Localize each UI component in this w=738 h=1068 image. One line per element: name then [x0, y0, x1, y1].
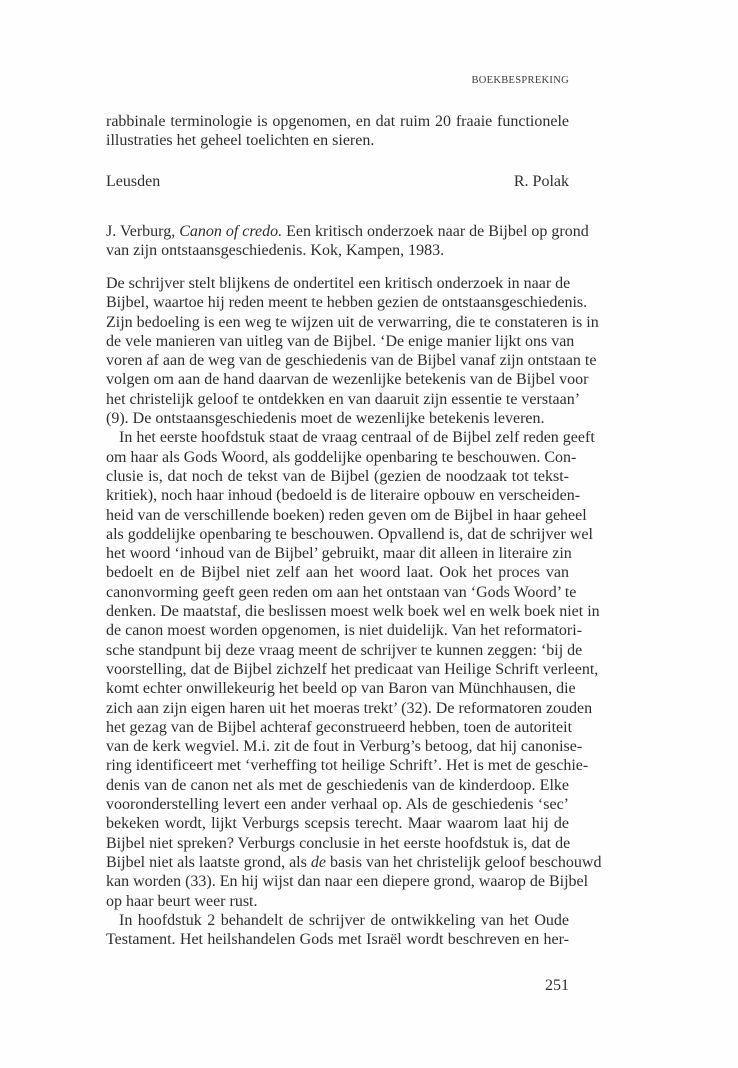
text-line: De schrijver stelt blijkens de ondertitel een kritisch onderzoek in naar de [106, 275, 571, 292]
text-line: het woord ‘inhoud van de Bijbel’ gebruikt, maar dit alleen in literaire zin [106, 545, 572, 563]
text-line: In hoofdstuk 2 behandelt de schrijver de ontwikkeling van het Oude [119, 911, 569, 929]
text-line: canonvorming geeft geen reden om aan het ontstaan van ‘Gods Woord’ te [106, 583, 577, 601]
text-line: volgen om aan de hand daarvan de wezenlijke betekenis van de Bijbel voor [106, 371, 589, 389]
text-line: heid van de verschillende boeken) reden geven om de Bijbel in haar geheel [106, 506, 587, 524]
text-line: als goddelijke openbaring te beschouwen. Opvallend is, dat de schrijver wel [106, 525, 593, 543]
text-line: van de kerk wegviel. M.i. zit de fout in Verburg’s betoog, dat hij canonise- [106, 738, 583, 756]
review-signature [106, 172, 569, 191]
text-segment: Een kritisch onderzoek naar de Bijbel op grond [282, 223, 589, 240]
running-head: BOEKBESPREKING [471, 75, 569, 86]
signature-reviewer: R. Polak [513, 173, 569, 190]
page-number: 251 [545, 977, 569, 994]
text-line: het gezag van de Bijbel achteraf geconstrueerd hebben, toen de autoriteit [106, 718, 573, 736]
text-line: denis van de canon net als met de geschiedenis van de kinderdoop. Elke [106, 776, 569, 794]
text-line: ring identificeert met ‘verheffing tot heilige Schrift’. Het is met de geschie- [106, 757, 589, 775]
text-line: Bijbel, waartoe hij reden meent te hebben gezien de ontstaansgeschiedenis. [106, 294, 588, 312]
text-line: In het eerste hoofdstuk staat de vraag centraal of de Bijbel zelf reden geeft [119, 429, 595, 447]
text-line: de vele manieren van uitleg van de Bijbel. ‘De enige manier lijkt ons van [106, 332, 575, 350]
text-segment: Bijbel niet als laatste grond, als [106, 853, 311, 871]
text-line: Zijn bedoeling is een weg te wijzen uit de verwarring, die te constateren is in [106, 313, 599, 331]
text-line: van zijn ontstaansgeschiedenis. Kok, Kampen, 1983. [106, 242, 445, 260]
text-line: bekeken wordt, lijkt Verburgs scepsis terecht. Maar waarom laat hij de [106, 815, 569, 833]
text-line: kan worden (33). En hij wijst dan naar een diepere grond, waarop de Bijbel [106, 873, 589, 891]
text-line [106, 222, 589, 241]
text-line: (9). De ontstaansgeschiedenis moet de wezenlijke betekenis leveren. [106, 410, 545, 428]
text-line: denken. De maatstaf, die beslissen moest welk boek wel en welk boek niet in [106, 603, 600, 621]
text-line: voren af aan de weg van de geschiedenis van de Bijbel vanaf zijn ontstaan te [106, 352, 597, 370]
italic-text: de [310, 853, 326, 871]
text-line: clusie is, dat noch de tekst van de Bijbel (gezien de noodzaak tot tekst- [106, 467, 569, 485]
text-segment: J. Verburg, [106, 223, 180, 240]
text-line: het christelijk geloof te ontdekken en van daaruit zijn essentie te verstaan’ [106, 390, 581, 408]
paragraph [106, 428, 602, 910]
review-body [106, 274, 602, 949]
signature-place: Leusden [106, 173, 161, 190]
text-line: Testament. Het heilshandelen Gods met Israël wordt beschreven en her- [106, 931, 569, 949]
text-line: om haar als Gods Woord, als goddelijke openbaring te beschouwen. Con- [106, 448, 577, 466]
paragraph [106, 274, 599, 428]
text-line [106, 853, 602, 872]
italic-text: Canon of credo. [179, 223, 283, 240]
paragraph [106, 911, 569, 950]
text-line: vooronderstelling levert een ander verhaal op. Als de geschiedenis ‘sec’ [106, 796, 569, 814]
text-line: bedoelt en de Bijbel niet zelf aan het woord laat. Ook het proces van [106, 564, 569, 582]
text-line: voorstelling, dat de Bijbel zichzelf het predicaat van Heilige Schrift verleent, [106, 660, 599, 678]
previous-review-ending [106, 112, 569, 151]
text-line: Bijbel niet spreken? Verburgs conclusie in het eerste hoofdstuk is, dat de [106, 834, 571, 852]
text-line: komt echter onwillekeurig het beeld op van Baron van Münchhausen, die [106, 680, 576, 698]
text-line: illustraties het geheel toelichten en sieren. [106, 132, 375, 150]
text-line: op haar beurt weer rust. [106, 892, 258, 910]
book-citation [106, 222, 589, 261]
text-line: zich aan zijn eigen haren uit het moeras trekt’ (32). De reformatoren zouden [106, 699, 593, 717]
text-line: rabbinale terminologie is opgenomen, en dat ruim 20 fraaie functionele [106, 113, 569, 130]
text-segment: basis van het christelijk geloof beschouwd [325, 853, 602, 871]
text-line: de canon moest worden opgenomen, is niet duidelijk. Van het reformatori- [106, 622, 583, 640]
text-line: kritiek), noch haar inhoud (bedoeld is de literaire opbouw en verscheiden- [106, 487, 581, 505]
text-line: sche standpunt bij deze vraag meent de schrijver te kunnen zeggen: ‘bij de [106, 641, 583, 659]
